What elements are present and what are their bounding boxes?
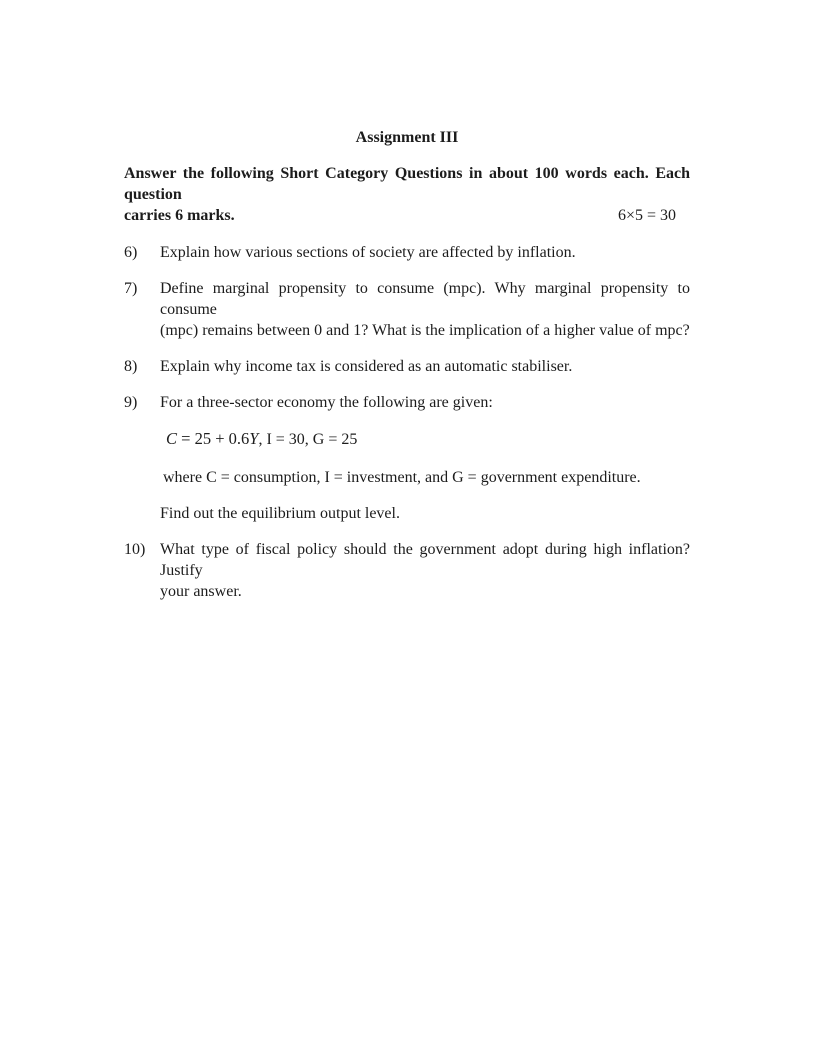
question-9-text — [160, 392, 690, 413]
instruction-line-2 — [124, 205, 690, 226]
question-10-number: 10) — [124, 541, 146, 558]
instruction-line-1: Answer the following Short Category Questions in about 100 words each. Each question — [124, 165, 690, 203]
question-7-number: 7) — [124, 280, 138, 297]
question-10-text — [160, 539, 690, 602]
question-8-number: 8) — [124, 358, 138, 375]
equation-consumption-variable: C — [166, 429, 178, 448]
question-7 — [124, 278, 690, 341]
question-10-line-1: What type of fiscal policy should the government adopt during high inflation? Justify — [160, 541, 690, 579]
question-6-line-1: Explain how various sections of society are affected by inflation. — [160, 244, 576, 261]
instruction-paragraph — [124, 163, 690, 226]
question-9-number: 9) — [124, 394, 138, 411]
question-8 — [124, 356, 690, 377]
question-6 — [124, 242, 690, 263]
question-8-line-1: Explain why income tax is considered as an automatic stabiliser. — [160, 358, 573, 375]
question-7-text — [160, 278, 690, 341]
question-9-line-1: For a three-sector economy the following are given: — [160, 394, 493, 411]
question-6-text — [160, 242, 690, 263]
question-6-number: 6) — [124, 244, 138, 261]
question-7-line-1: Define marginal propensity to consume (mpc). Why marginal propensity to consume — [160, 280, 690, 318]
question-10-line-2: your answer. — [160, 583, 242, 600]
question-10 — [124, 539, 690, 602]
question-9-equation — [166, 428, 690, 450]
question-7-line-2: (mpc) remains between 0 and 1? What is the implication of a higher value of mpc? — [160, 322, 690, 339]
equation-tail: , I = 30, G = 25 — [258, 431, 358, 448]
equation-middle: = 25 + 0.6 — [177, 429, 250, 448]
question-8-text — [160, 356, 690, 377]
equation-income-variable: Y — [249, 429, 259, 448]
assignment-title: Assignment III — [355, 129, 459, 146]
marks-allocation: 6×5 = 30 — [617, 207, 676, 224]
question-9-where-line: where C = consumption, I = investment, and G = government expenditure. — [163, 469, 641, 486]
instruction-line-2-text: carries 6 marks. — [124, 207, 235, 224]
question-9-find-line: Find out the equilibrium output level. — [160, 505, 400, 522]
question-9 — [124, 392, 690, 413]
